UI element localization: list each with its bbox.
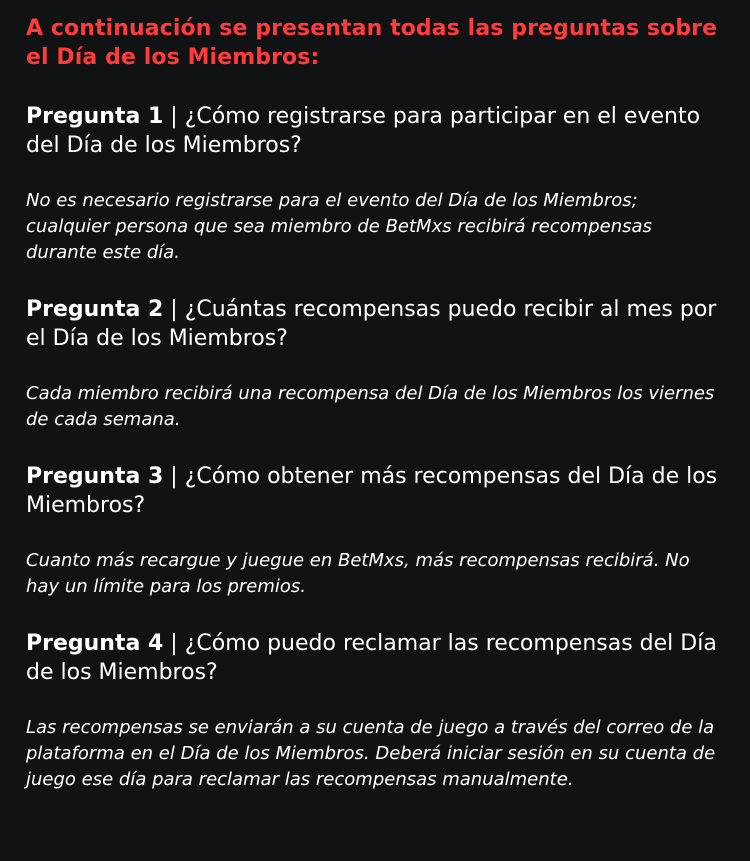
question-1	[26, 102, 724, 160]
faq-item-3	[26, 462, 724, 600]
question-text: ¿Cómo obtener más recompensas del Día de los Miembros?	[26, 464, 718, 518]
question-text: ¿Cuántas recompensas puedo recibir al mes por el Día de los Miembros?	[26, 297, 717, 351]
question-label: Pregunta 2	[26, 297, 164, 322]
answer-3: Cuanto más recargue y juegue en BetMxs, más recompensas recibirá. No hay un límite para los premios.	[26, 550, 690, 597]
faq-item-2	[26, 295, 724, 433]
answer-4: Las recompensas se enviarán a su cuenta de juego a través del correo de la plataforma en el Día de los Miembros. Deberá iniciar sesión en su cuenta de juego ese día para reclamar las recompensas manualmente.	[26, 717, 716, 790]
question-label: Pregunta 3	[26, 464, 164, 489]
question-2	[26, 295, 724, 353]
question-label: Pregunta 1	[26, 104, 164, 129]
question-3	[26, 462, 724, 520]
answer-1: No es necesario registrarse para el evento del Día de los Miembros; cualquier persona que sea miembro de BetMxs recibirá recompensas durante este día.	[26, 190, 652, 263]
question-separator: |	[163, 297, 185, 322]
question-separator: |	[163, 464, 185, 489]
question-text: ¿Cómo puedo reclamar las recompensas del Día de los Miembros?	[26, 631, 717, 685]
answer-2: Cada miembro recibirá una recompensa del Día de los Miembros los viernes de cada semana.	[26, 383, 715, 430]
faq-item-1	[26, 102, 724, 266]
question-separator: |	[163, 631, 185, 656]
question-separator: |	[163, 104, 185, 129]
question-label: Pregunta 4	[26, 631, 164, 656]
question-4	[26, 629, 724, 687]
question-text: ¿Cómo registrarse para participar en el evento del Día de los Miembros?	[26, 104, 701, 158]
intro-heading: A continuación se presentan todas las preguntas sobre el Día de los Miembros:	[26, 16, 718, 70]
faq-item-4	[26, 629, 724, 793]
